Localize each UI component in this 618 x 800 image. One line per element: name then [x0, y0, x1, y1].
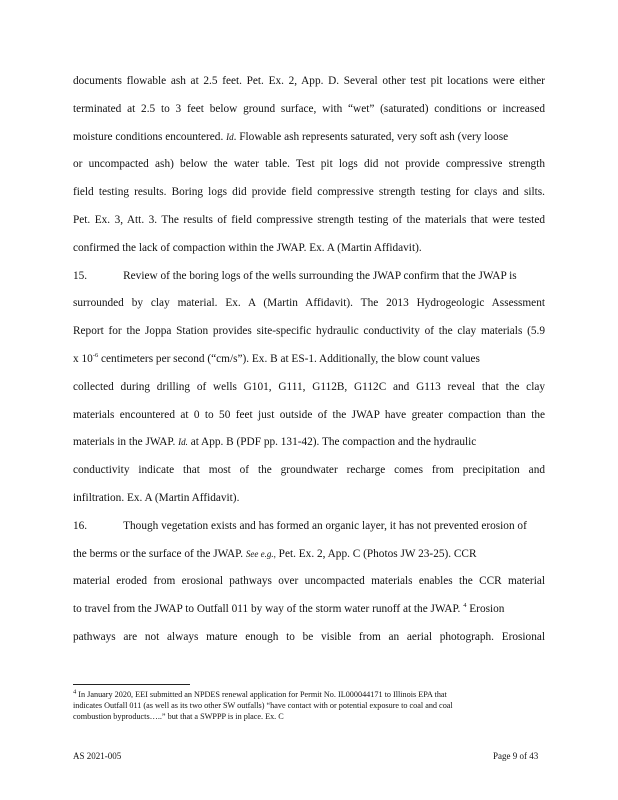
exponent: -6 [92, 352, 99, 360]
citation-id: Id. [178, 437, 188, 448]
footnote [73, 689, 551, 723]
paragraph-16-first-line: 16. Though vegetation exists and has formed an organic layer, it has not prevented erosion of [73, 513, 545, 541]
footnote-line: $^4$ In January 2020, EEI submitted an NPDES renewal application for Permit No. IL000044171 to Illinois EPA that [73, 688, 447, 699]
text-line: or uncompacted ash) below the water table. Test pit logs did not provide compressive strength [73, 158, 545, 171]
text-line: surrounded by clay material. Ex. A (Martin Affidavit). The 2013 Hydrogeologic Assessment [73, 297, 545, 310]
text-line: moisture conditions encountered. Id. Flowable ash represents saturated, very soft ash (very loose [73, 130, 509, 143]
text-line: infiltration. Ex. A (Martin Affidavit). [73, 491, 240, 504]
paragraph-number: 15. [73, 269, 88, 282]
text-line: to travel from the JWAP to Outfall 011 by way of the storm water runoff at the JWAP. $^4$ Erosion [73, 602, 505, 616]
page-number: Page 9 of 43 [493, 751, 539, 761]
footnote-line: indicates Outfall 011 (as well as its two other SW outfalls) “have contact with or potential exposure to coal and coal [73, 701, 453, 711]
paragraph-number: 16. [73, 519, 88, 532]
text-line: materials encountered at 0 to 50 feet just outside of the JWAP have greater compaction than the [73, 408, 545, 421]
text-line: Pet. Ex. 3, Att. 3. The results of field compressive strength testing of the materials that were tested [73, 213, 545, 226]
citation-id: Id [226, 131, 234, 142]
footnote-reference[interactable]: 4 [463, 602, 467, 610]
text-line: x $10^{-6}$ centimeters per second (“cm/s”). Ex. B at ES-1. Additionally, the blow count values [73, 352, 480, 365]
citation-see: See e.g., [245, 548, 276, 559]
text-line: the berms or the surface of the JWAP. See e.g., Pet. Ex. 2, App. C (Photos JW 23-25). CCR [73, 547, 477, 560]
text-line: collected during drilling of wells G101, G111, G112B, G112C and G113 reveal that the clay [73, 380, 545, 393]
text-line: terminated at 2.5 to 3 feet below ground surface, with “wet” (saturated) conditions or increased [73, 102, 545, 115]
footnote-line: combustion byproducts…..” but that a SWPPP is in place. Ex. C [73, 712, 284, 722]
text-line: Report for the Joppa Station provides site-specific hydraulic conductivity of the clay materials (5.9 [73, 325, 545, 338]
text-line: material eroded from erosional pathways over uncompacted materials enables the CCR material [73, 575, 545, 588]
text-line: confirmed the lack of compaction within the JWAP. Ex. A (Martin Affidavit). [73, 241, 422, 254]
text-line: conductivity indicate that most of the groundwater recharge comes from precipitation and [73, 464, 545, 477]
paragraph-15-first-line: 15. Review of the boring logs of the wells surrounding the JWAP confirm that the JWAP is [73, 263, 545, 291]
text-line: documents flowable ash at 2.5 feet. Pet. Ex. 2, App. D. Several other test pit locations were either [73, 75, 545, 87]
case-number: AS 2021-005 [73, 751, 122, 761]
footnote-marker: 4 [73, 688, 77, 696]
text-line: field testing results. Boring logs did provide field compressive strength testing for clays and silts. [73, 186, 545, 199]
body-text [73, 68, 545, 652]
footnote-separator [73, 684, 190, 685]
text-line: pathways are not always mature enough to be visible from an aerial photograph. Erosional [73, 630, 545, 643]
text-line: materials in the JWAP. Id. at App. B (PDF pp. 131-42). The compaction and the hydraulic [73, 436, 477, 449]
